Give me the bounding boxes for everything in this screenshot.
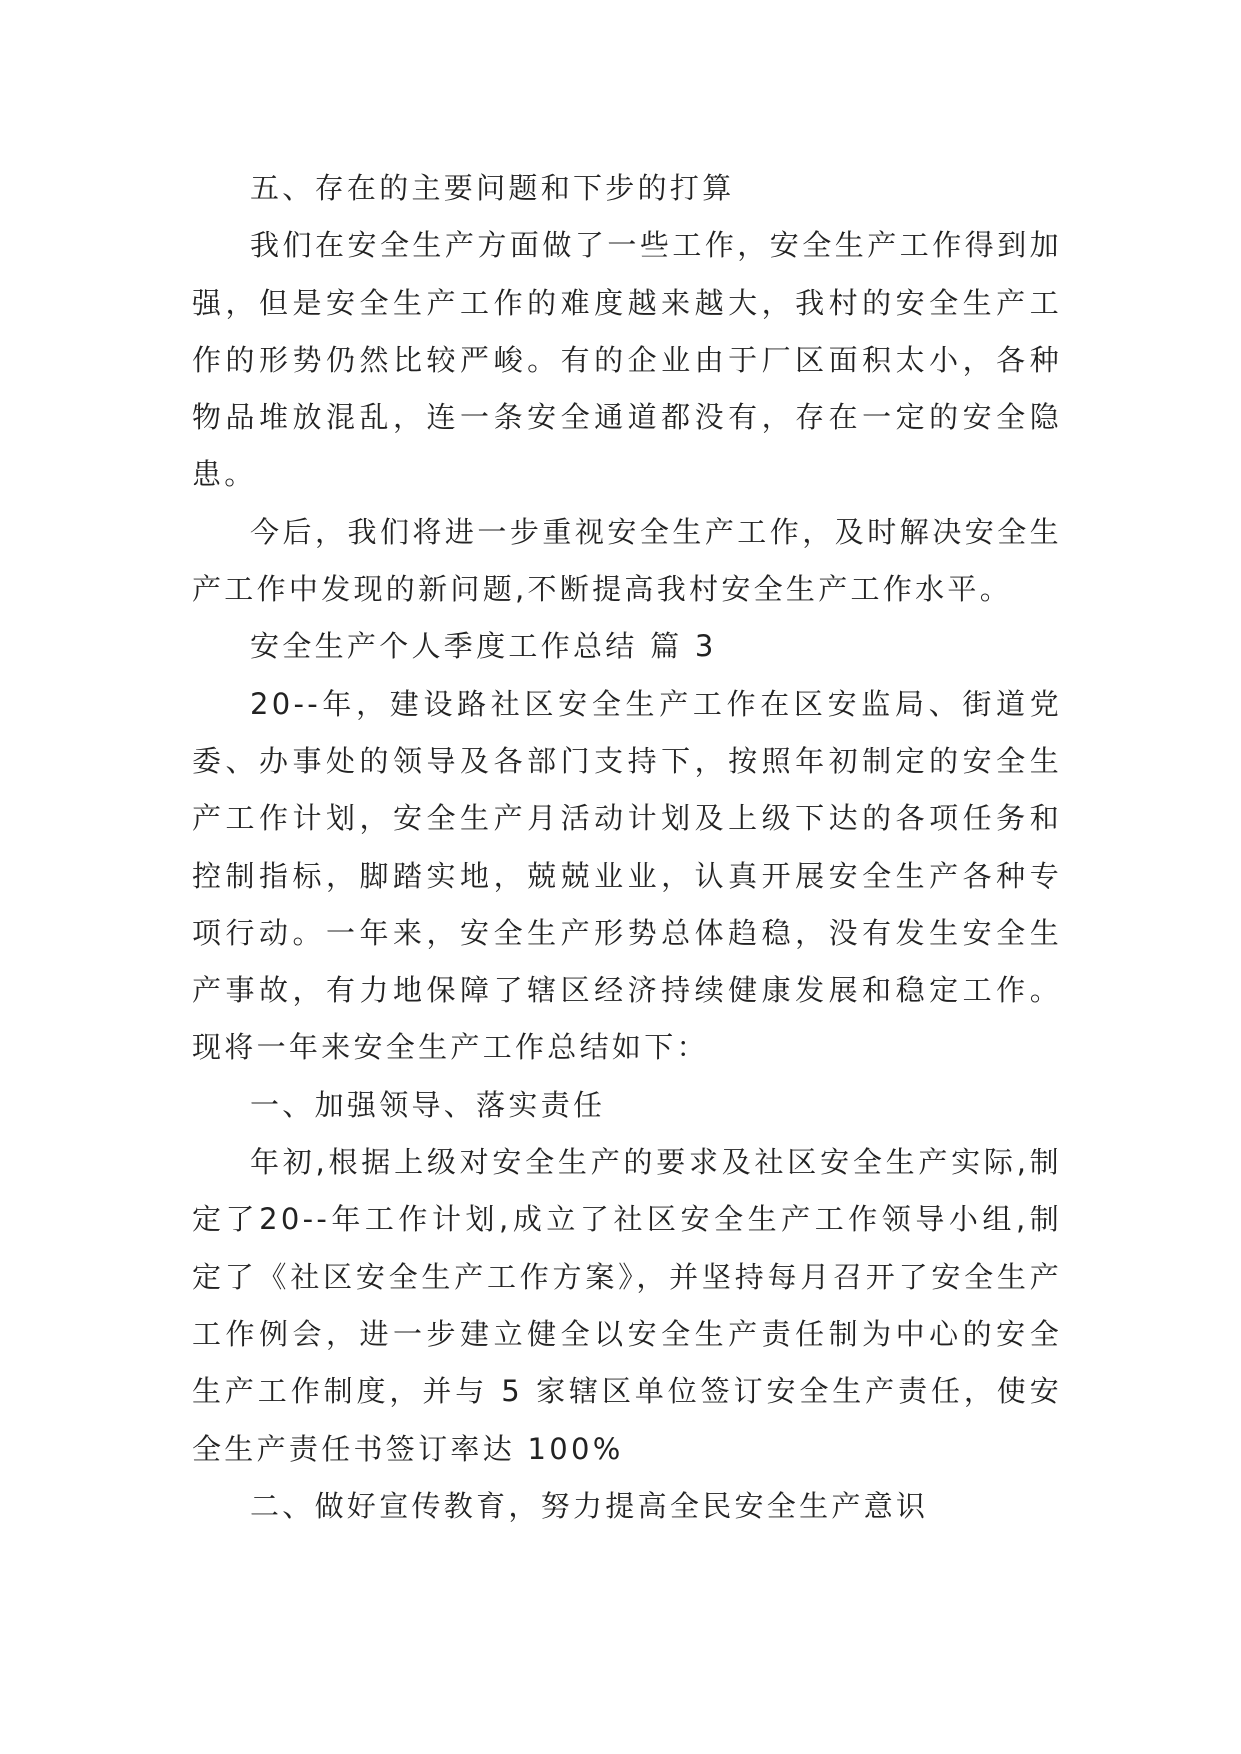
document-body bbox=[192, 160, 1062, 1535]
section-heading: 二、做好宣传教育，努力提高全民安全生产意识 bbox=[250, 1488, 929, 1523]
body-paragraph: 我们在安全生产方面做了一些工作，安全生产工作得到加强，但是安全生产工作的难度越来越大，我村的安全生产工作的形势仍然比较严峻。有的企业由于厂区面积太小，各种物品堆放混乱，连一条安全通道都没有，存在一定的安全隐患。 bbox=[192, 228, 1062, 492]
section-heading: 五、存在的主要问题和下步的打算 bbox=[250, 171, 735, 205]
document-title: 安全生产个人季度工作总结 篇 3 bbox=[250, 629, 717, 664]
section-heading: 一、加强领导、落实责任 bbox=[250, 1087, 606, 1122]
body-paragraph: 年初,根据上级对安全生产的要求及社区安全生产实际,制定了20--年工作计划,成立了社区安全生产工作领导小组,制定了《社区安全生产工作方案》，并坚持每月召开了安全生产工作例会，进一步建立健全以安全生产责任制为中心的安全生产工作制度，并与 5 家辖区单位签订安全生产责任，使安全生产责任书签订率达 100% bbox=[192, 1145, 1062, 1466]
body-paragraph: 今后，我们将进一步重视安全生产工作，及时解决安全生产工作中发现的新问题,不断提高我村安全生产工作水平。 bbox=[192, 514, 1062, 607]
body-paragraph: 20--年，建设路社区安全生产工作在区安监局、街道党委、办事处的领导及各部门支持下，按照年初制定的安全生产工作计划，安全生产月活动计划及上级下达的各项任务和控制指标，脚踏实地，兢兢业业，认真开展安全生产各种专项行动。一年来，安全生产形势总体趋稳，没有发生安全生产事故，有力地保障了辖区经济持续健康发展和稳定工作。现将一年来安全生产工作总结如下： bbox=[192, 686, 1062, 1065]
